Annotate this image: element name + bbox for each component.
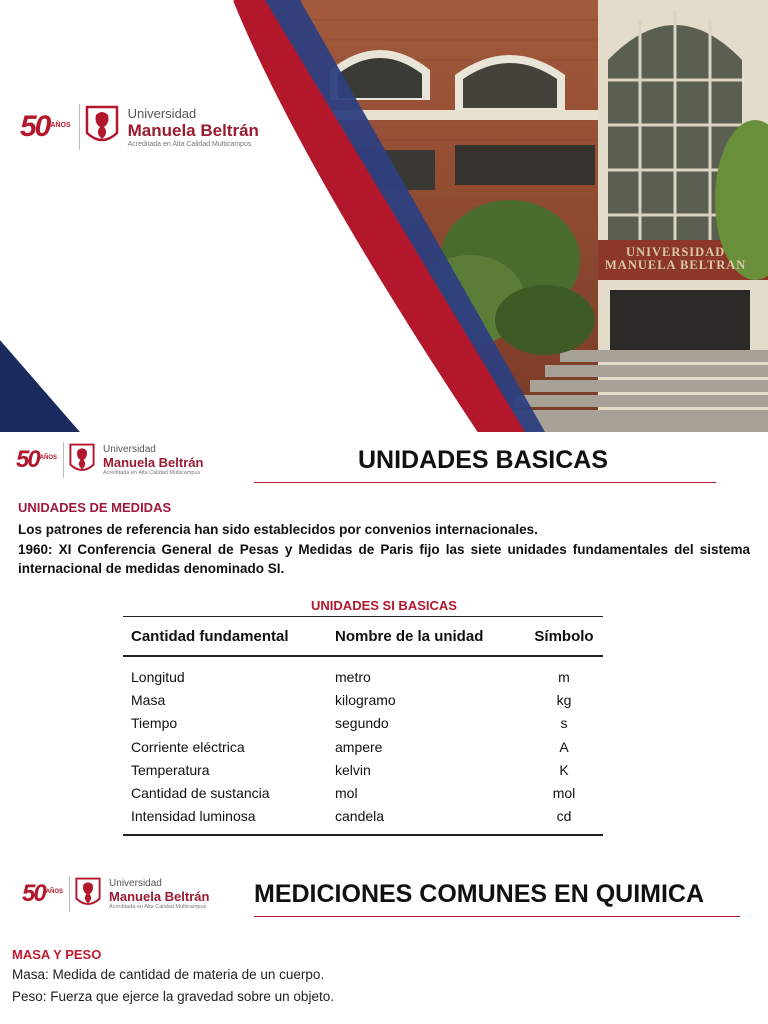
anos-label: AÑOS: [45, 889, 64, 895]
table-title: UNIDADES SI BASICAS: [311, 598, 457, 613]
header-unit-name: Nombre de la unidad: [335, 627, 484, 645]
cell-symbol: K: [559, 761, 569, 778]
cell-quantity: Cantidad de sustancia: [131, 785, 270, 802]
cell-quantity: Longitud: [131, 668, 185, 685]
cell-symbol: m: [558, 668, 570, 685]
table-row: [123, 665, 603, 688]
fifty-years-mark: 50: [22, 880, 45, 907]
university-logo-small: [22, 876, 209, 912]
table-header: [123, 616, 603, 657]
logo-university: Universidad: [127, 106, 197, 121]
table-row: [123, 805, 603, 828]
measurements-slide: [0, 852, 768, 1024]
logo-university: Universidad: [109, 878, 162, 889]
shield-icon: [69, 876, 106, 912]
paragraph-1: Los patrones de referencia han sido establecidos por convenios internacionales.: [18, 522, 538, 537]
building-sign-line1: UNIVERSIDAD: [626, 245, 726, 259]
table-row: [123, 758, 603, 781]
units-slide: [0, 432, 768, 852]
logo-name: Manuela Beltrán: [103, 455, 204, 470]
weight-definition: Peso: Fuerza que ejerce la gravedad sobre un objeto.: [12, 989, 334, 1004]
cell-symbol: A: [559, 738, 569, 755]
logo-text: [109, 878, 209, 910]
cell-unit: kilogramo: [335, 691, 396, 708]
cell-unit: metro: [335, 668, 371, 685]
cell-quantity: Masa: [131, 691, 166, 708]
cell-symbol: cd: [556, 808, 572, 825]
cell-quantity: Temperatura: [131, 761, 210, 778]
building-sign-line2: MANUELA BELTRAN: [605, 258, 747, 273]
paragraph-2: 1960: XI Conferencia General de Pesas y Medidas de Paris fijo las siete unidades fundamentales del sistema internacional de medidas denominado SI.: [18, 542, 750, 576]
cell-quantity: Tiempo: [131, 715, 178, 732]
table-bottom-rule: [123, 834, 603, 837]
table-row: [123, 781, 603, 804]
logo-text: [103, 444, 203, 476]
logo-name: Manuela Beltrán: [127, 121, 259, 140]
page-title: UNIDADES BASICAS: [358, 446, 609, 474]
cell-quantity: Intensidad luminosa: [131, 808, 256, 825]
header-quantity: Cantidad fundamental: [131, 627, 289, 645]
cell-unit: mol: [335, 785, 358, 802]
logo-accreditation: Acreditada en Alta Calidad Multicampus: [127, 141, 252, 148]
table-row: [123, 712, 603, 735]
cell-symbol: s: [560, 715, 568, 732]
mass-definition: Masa: Medida de cantidad de materia de un cuerpo.: [12, 967, 325, 982]
university-logo-small: [16, 442, 203, 478]
si-units-table: [123, 616, 603, 837]
cell-unit: ampere: [335, 738, 383, 755]
title-underline: [254, 482, 716, 483]
section-heading: UNIDADES DE MEDIDAS: [18, 500, 172, 515]
university-logo: [20, 104, 259, 150]
building-photo: [0, 0, 768, 432]
logo-accreditation: Acreditada en Alta Calidad Multicampus: [109, 904, 207, 910]
shield-icon: [79, 104, 124, 150]
logo-name: Manuela Beltrán: [109, 889, 210, 904]
page-title: MEDICIONES COMUNES EN QUIMICA: [254, 880, 705, 908]
table-row: [123, 688, 603, 711]
cover-slide: [0, 0, 768, 432]
cell-quantity: Corriente eléctrica: [131, 738, 245, 755]
table-row: [123, 735, 603, 758]
fifty-years-mark: 50: [16, 446, 39, 473]
logo-text: [128, 106, 259, 148]
fifty-years-mark: 50: [20, 110, 50, 143]
logo-accreditation: Acreditada en Alta Calidad Multicampus: [103, 470, 201, 476]
cell-unit: kelvin: [335, 761, 371, 778]
header-symbol: Símbolo: [534, 627, 594, 645]
anos-label: AÑOS: [39, 455, 58, 461]
section-heading: MASA Y PESO: [12, 947, 102, 962]
cell-symbol: kg: [556, 691, 572, 708]
title-underline: [254, 916, 740, 917]
cell-symbol: mol: [552, 785, 576, 802]
building-sign: [605, 246, 746, 272]
cell-unit: candela: [335, 808, 385, 825]
cell-unit: segundo: [335, 715, 389, 732]
shield-icon: [63, 442, 100, 478]
logo-university: Universidad: [103, 444, 156, 455]
anos-label: AÑOS: [50, 121, 71, 129]
